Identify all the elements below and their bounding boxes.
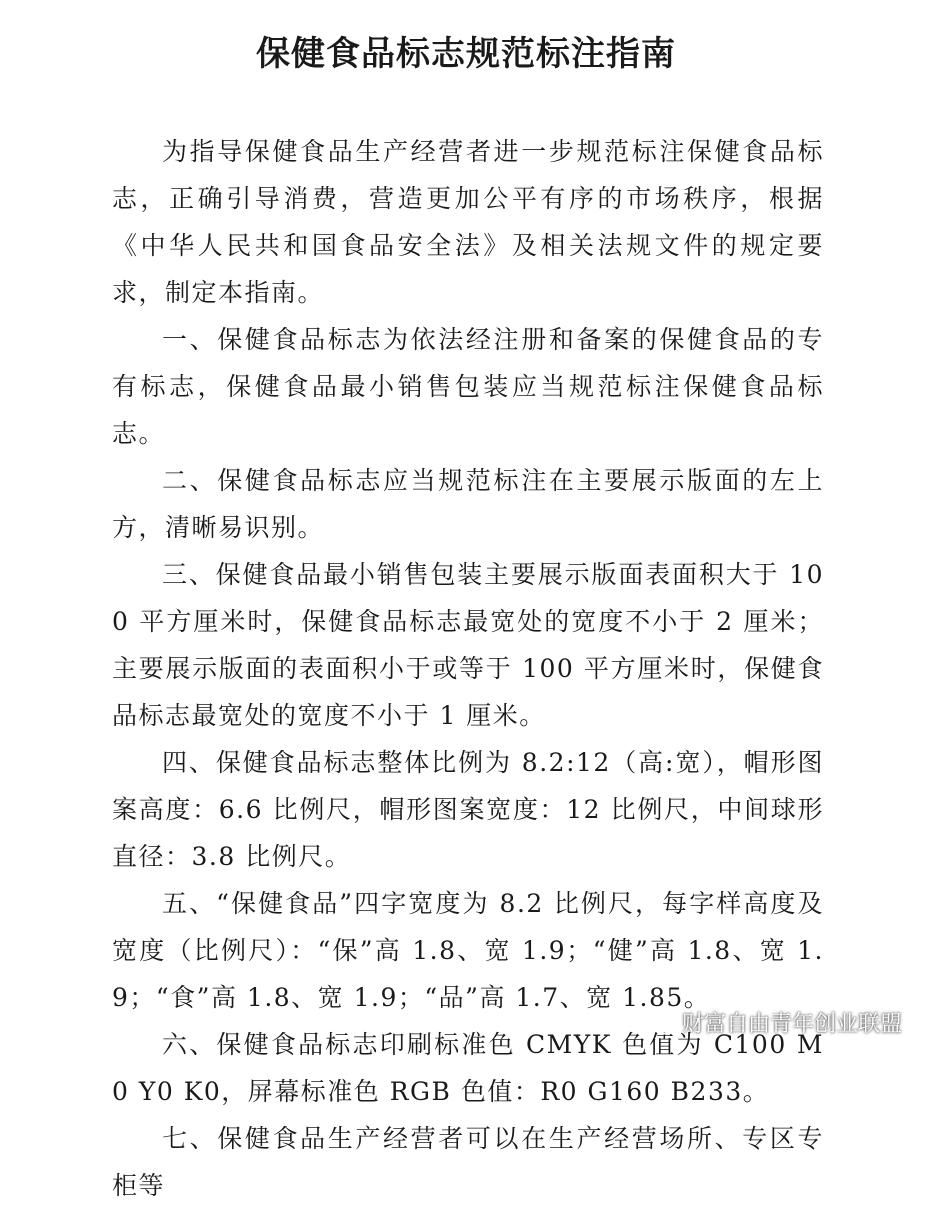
watermark-text: 财富自由青年创业联盟 <box>681 1012 902 1037</box>
clause-4-paragraph: 四、保健食品标志整体比例为 8.2:12（高:宽），帽形图案高度：6.6 比例尺，帽形图案宽度：12 比例尺，中间球形直径：3.8 比例尺。 <box>112 748 824 871</box>
clause-7-paragraph: 七、保健食品生产经营者可以在生产经营场所、专区专柜等 <box>112 1124 824 1200</box>
clause-5-paragraph: 五、“保健食品”四字宽度为 8.2 比例尺，每字样高度及宽度（比例尺）：“保”高 1.8、宽 1.9；“健”高 1.8、宽 1.9；“食”高 1.8、宽 1.9；“品”高 1.7、宽 1.85。 <box>112 889 824 1012</box>
wechat-icon <box>642 1010 674 1036</box>
clause-3-paragraph: 三、保健食品最小销售包装主要展示版面表面积大于 100 平方厘米时，保健食品标志最宽处的宽度不小于 2 厘米；主要展示版面的表面积小于或等于 100 平方厘米时，保健食品标志最宽处的宽度不小于 1 厘米。 <box>112 560 824 730</box>
clause-1-paragraph: 一、保健食品标志为依法经注册和备案的保健食品的专有标志，保健食品最小销售包装应当规范标注保健食品标志。 <box>112 325 824 448</box>
clause-6-paragraph: 六、保健食品标志印刷标准色 CMYK 色值为 C100 M0 Y0 K0，屏幕标准色 RGB 色值：R0 G160 B233。 <box>112 1030 824 1106</box>
intro-paragraph: 为指导保健食品生产经营者进一步规范标注保健食品标志，正确引导消费，营造更加公平有序的市场秩序，根据《中华人民共和国食品安全法》及相关法规文件的规定要求，制定本指南。 <box>112 137 824 307</box>
page-title: 保健食品标志规范标注指南 <box>256 34 676 74</box>
watermark <box>642 1007 902 1038</box>
clause-2-paragraph: 二、保健食品标志应当规范标注在主要展示版面的左上方，清晰易识别。 <box>112 466 824 542</box>
